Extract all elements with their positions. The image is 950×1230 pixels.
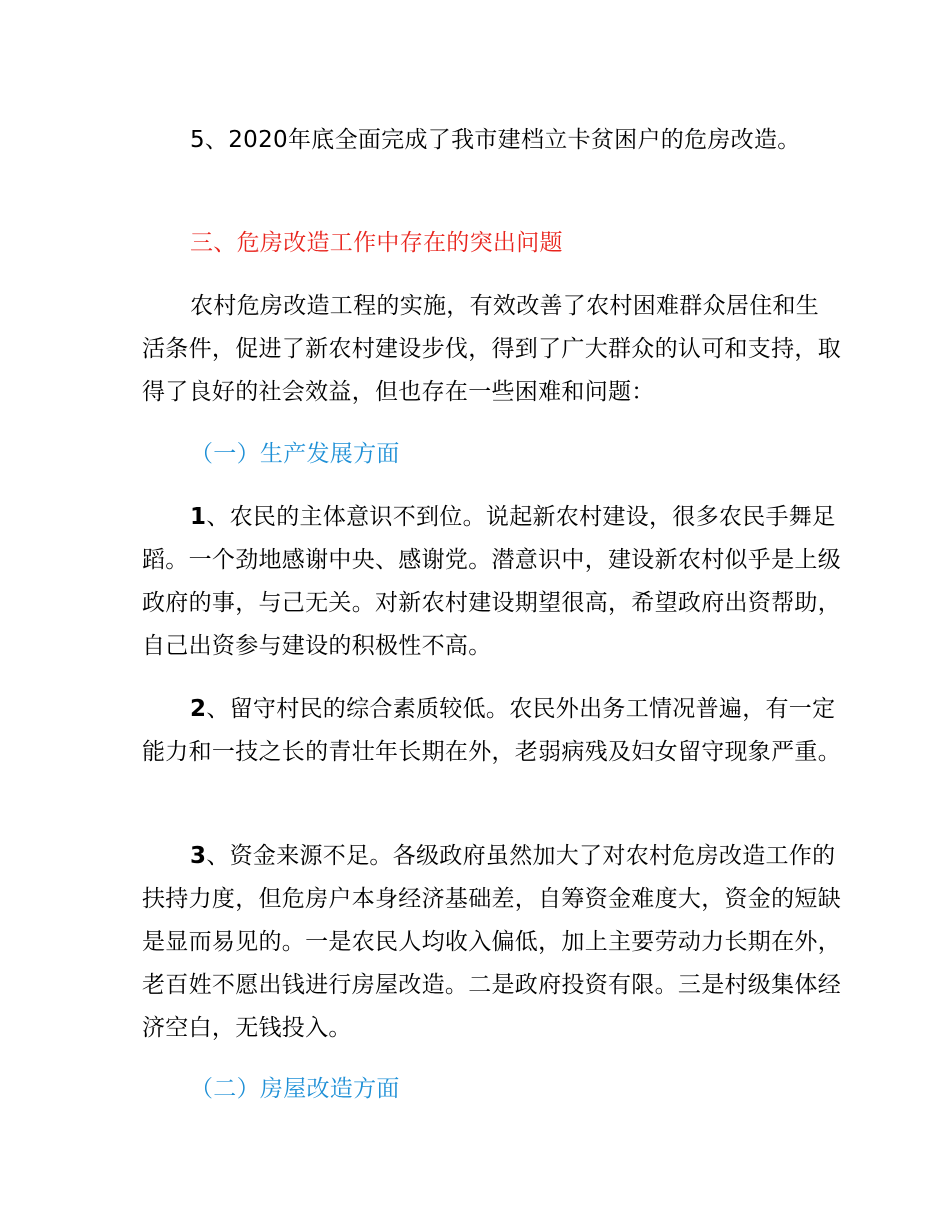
item-2-number: 2 (190, 696, 207, 722)
item-1-number: 1 (190, 504, 207, 530)
paragraph-item-2 (142, 688, 842, 774)
item-3-number: 3 (190, 843, 207, 869)
item-2-text: 、留守村民的综合素质较低。农民外出务工情况普遍，有一定能力和一技之长的青壮年长期在外，老弱病残及妇女留守现象严重。 (142, 696, 841, 765)
item-3-text: 、资金来源不足。各级政府虽然加大了对农村危房改造工作的扶持力度，但危房户本身经济基础差，自筹资金难度大，资金的短缺是显而易见的。一是农民人均收入偏低，加上主要劳动力长期在外，老百姓不愿出钱进行房屋改造。二是政府投资有限。三是村级集体经济空白，无钱投入。 (142, 843, 841, 1041)
item-1-text: 、农民的主体意识不到位。说起新农村建设，很多农民手舞足蹈。一个劲地感谢中央、感谢党。潜意识中，建设新农村似乎是上级政府的事，与己无关。对新农村建设期望很高，希望政府出资帮助，自己出资参与建设的积极性不高。 (142, 504, 841, 659)
subsection-heading-2: （二）房屋改造方面 (190, 1076, 400, 1102)
paragraph-item-3 (142, 835, 842, 1050)
paragraph-intro: 农村危房改造工程的实施，有效改善了农村困难群众居住和生活条件，促进了新农村建设步伐，得到了广大群众的认可和支持，取得了良好的社会效益，但也存在一些困难和问题： (142, 293, 841, 405)
section-heading-3: 三、危房改造工作中存在的突出问题 (190, 230, 563, 256)
paragraph-item-5: 5、2020年底全面完成了我市建档立卡贫困户的危房改造。 (190, 127, 801, 153)
paragraph-item-1 (142, 496, 842, 668)
subsection-heading-1: （一）生产发展方面 (190, 441, 400, 467)
